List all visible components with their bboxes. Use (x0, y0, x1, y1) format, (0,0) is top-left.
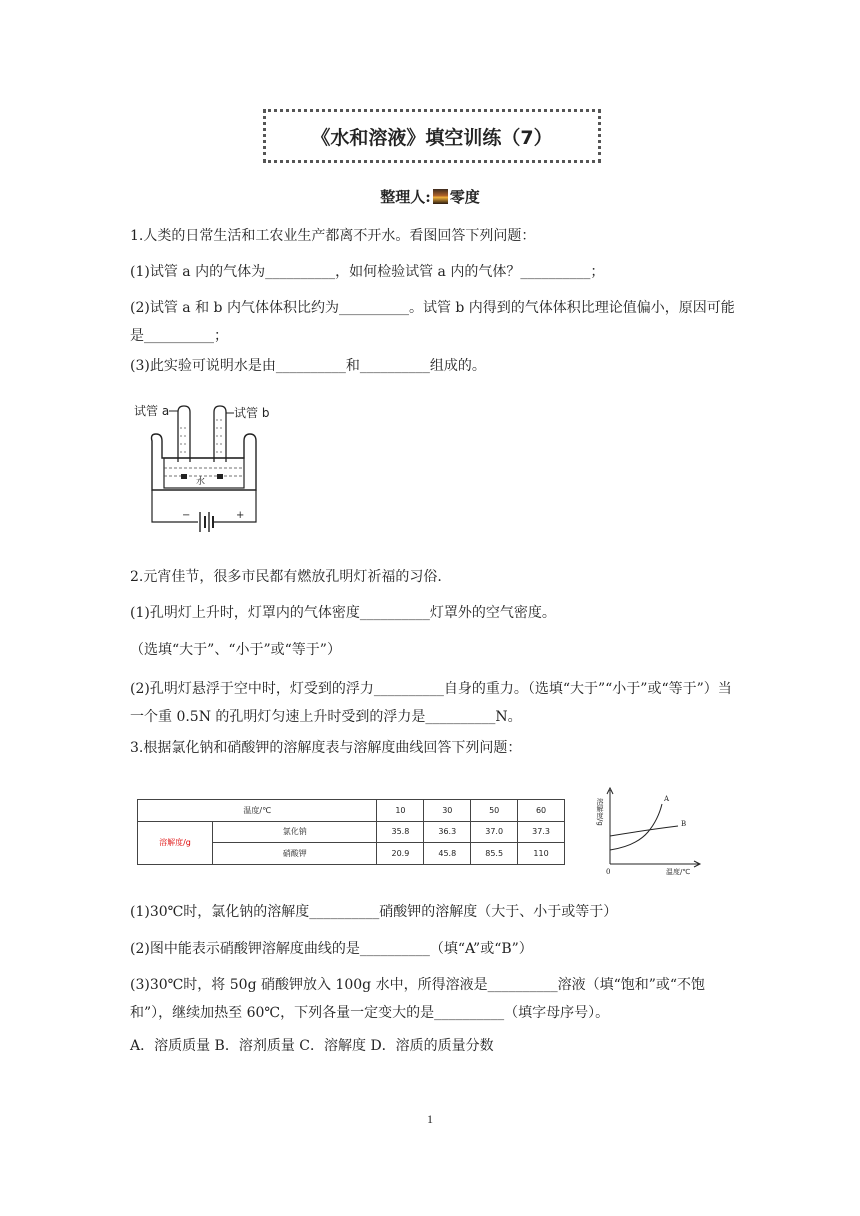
y-axis-label: 溶解度/g (596, 798, 604, 826)
cell: 45.8 (424, 843, 471, 865)
author-label: 整理人: (380, 188, 431, 206)
cell: 37.0 (471, 821, 518, 843)
q2-stem: 2.元宵佳节，很多市民都有燃放孔明灯祈福的习俗. (130, 569, 442, 585)
avatar (433, 189, 448, 204)
electrode-b (217, 474, 223, 479)
q1-part2: (2)试管 a 和 b 内气体体积比约为__________。试管 b 内得到的气体体积比理论值偏小，原因可能是__________； (130, 300, 735, 344)
curve-a-label: A (664, 795, 670, 803)
temp-50: 50 (471, 800, 518, 822)
curve-b (610, 826, 678, 836)
page-title (263, 109, 601, 163)
tube-a (178, 406, 190, 462)
origin-label: 0 (606, 868, 611, 876)
cell: 36.3 (424, 821, 471, 843)
q3-part1: (1)30℃时，氯化钠的溶解度__________硝酸钾的溶解度（大于、小于或等于） (130, 904, 618, 920)
author-line (0, 186, 860, 207)
table-row (138, 821, 565, 843)
cell: 35.8 (377, 821, 424, 843)
q1-stem: 1.人类的日常生活和工农业生产都离不开水。看图回答下列问题： (130, 228, 536, 244)
minus-sign: − (182, 510, 191, 521)
electrolysis-diagram (134, 398, 274, 543)
temp-30: 30 (424, 800, 471, 822)
label-tube-b: 试管 b (234, 406, 270, 420)
q3-part2: (2)图中能表示硝酸钾溶解度曲线的是__________（填“A”或“B”） (130, 941, 533, 957)
x-axis-label: 温度/℃ (666, 868, 691, 876)
q2-part1-note: （选填“大于”、“小于”或“等于”） (130, 642, 341, 658)
table-header-row (138, 800, 565, 822)
label-tube-a: 试管 a (134, 404, 170, 418)
electrode-a (181, 474, 187, 479)
title-text: 《水和溶液》填空训练（7） (311, 126, 553, 149)
q2-part1: (1)孔明灯上升时，灯罩内的气体密度__________灯罩外的空气密度。 (130, 605, 556, 621)
water-label: 水 (196, 477, 206, 487)
cell: 37.3 (518, 821, 565, 843)
q1-part1: (1)试管 a 内的气体为__________，如何检验试管 a 内的气体？__________； (130, 264, 605, 280)
q3-stem: 3.根据氯化钠和硝酸钾的溶解度表与溶解度曲线回答下列问题： (130, 740, 522, 756)
curve-b-label: B (681, 820, 687, 828)
plus-sign: + (236, 510, 245, 521)
row-name-kno3: 硝酸钾 (213, 843, 377, 865)
cell: 20.9 (377, 843, 424, 865)
cell: 110 (518, 843, 565, 865)
temp-60: 60 (518, 800, 565, 822)
page-number: 1 (427, 1112, 433, 1126)
q2-part2: (2)孔明灯悬浮于空中时，灯受到的浮力__________自身的重力。（选填“大于”“小于”或“等于”）当一个重 0.5N 的孔明灯匀速上升时受到的浮力是__________N。 (130, 681, 732, 725)
cell: 85.5 (471, 843, 518, 865)
temp-header: 温度/℃ (138, 800, 377, 822)
solubility-curve-graph (596, 784, 706, 878)
row-name-nacl: 氯化钠 (213, 821, 377, 843)
q1-part3: (3)此实验可说明水是由__________和__________组成的。 (130, 358, 486, 374)
temp-10: 10 (377, 800, 424, 822)
q3-options: A．溶质质量 B．溶剂质量 C．溶解度 D．溶质的质量分数 (130, 1038, 494, 1054)
tube-b (214, 406, 226, 462)
author-name: 零度 (449, 188, 480, 206)
curve-a (610, 804, 662, 850)
q3-part3: (3)30℃时，将 50g 硝酸钾放入 100g 水中，所得溶液是__________溶液（填“饱和”或“不饱和”），继续加热至 60℃，下列各量一定变大的是__________（填字母序号）。 (130, 977, 706, 1021)
solubility-group-label: 溶解度/g (138, 821, 213, 864)
solubility-table (137, 799, 565, 865)
